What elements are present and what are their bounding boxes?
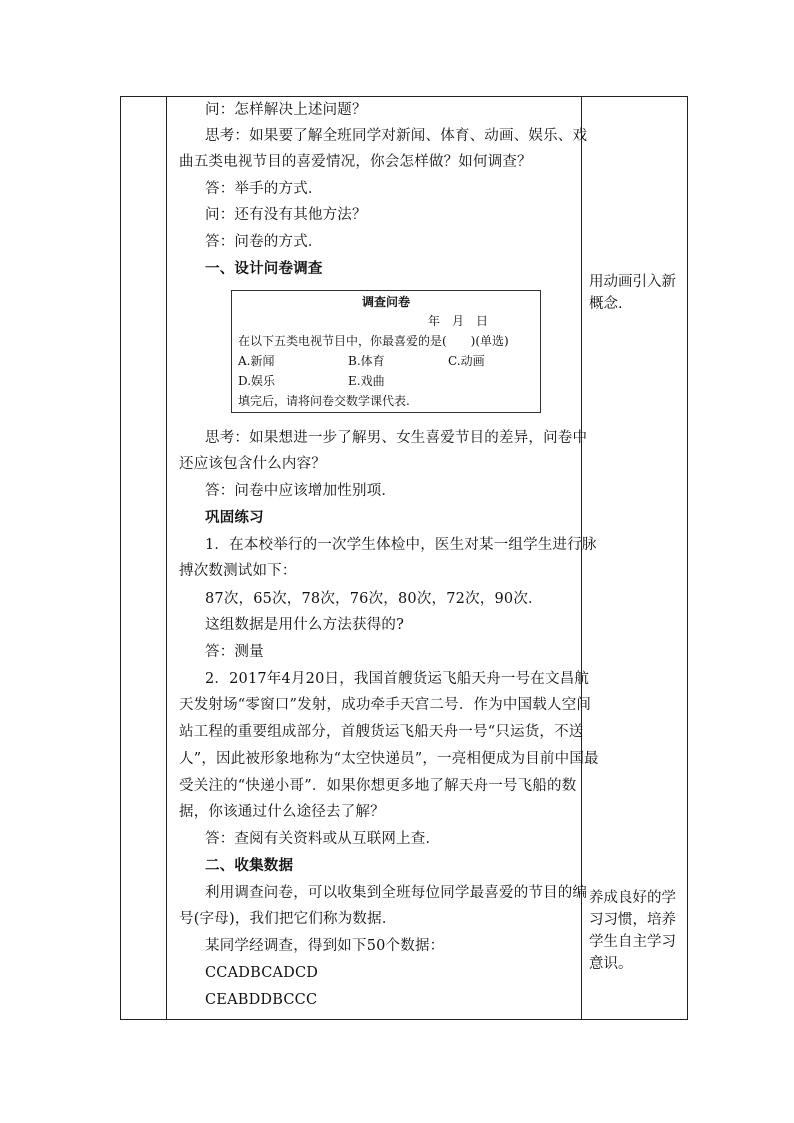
text-line: 问：还有没有其他方法？ [205,207,367,223]
note-line: 学生自主学习 [589,934,676,950]
note-line: 养成良好的学 [589,890,676,906]
note-line: 意识。 [589,956,633,972]
column-divider-left [166,97,167,1019]
text-line: 答：问卷中应该增加性别项． [205,483,397,499]
text-line: 答：问卷的方式． [205,234,323,250]
note-line: 概念. [589,296,623,312]
note-line: 习习惯，培养 [589,912,676,928]
survey-note: 填完后，请将问卷交数学课代表. [238,394,410,408]
section-heading: 巩固练习 [205,509,264,526]
note-line: 用动画引入新 [589,274,676,290]
text-line: 还应该包含什么内容？ [179,456,326,472]
survey-box [231,290,541,413]
text-line: 据，你该通过什么途径去了解？ [179,804,385,820]
text-line: 曲五类电视节目的喜爱情况，你会怎样做？如何调查？ [179,154,532,170]
column-divider-right [581,97,582,1019]
text-line: 天发射场“零窗口”发射，成功牵手天宫二号．作为中国载人空间 [179,697,592,713]
text-line: 答：查阅有关资料或从互联网上查． [205,831,441,847]
text-line: 利用调查问卷，可以收集到全班每位同学最喜爱的节目的编 [205,885,588,901]
data-line: CEABDDBCCC [205,992,318,1008]
survey-title: 调查问卷 [362,295,411,309]
survey-question: 在以下五类电视节目中，你最喜爱的是( )(单选) [238,334,509,348]
text-line: 答：举手的方式． [205,181,323,197]
survey-option: A.新闻 [238,354,275,368]
text-line: 号(字母)，我们把它们称为数据． [179,911,397,927]
survey-date: 年 月 日 [428,314,489,328]
text-line: 受关注的“快递小哥”．如果你想更多地了解天舟一号飞船的数 [179,778,577,794]
design-note-2 [589,887,685,975]
design-note-1 [589,271,685,315]
survey-option: E.戏曲 [348,374,385,388]
text-line: 某同学经调查，得到如下50个数据： [205,938,445,954]
text-line: 思考：如果想进一步了解男、女生喜爱节目的差异，问卷中 [205,430,588,446]
text-line: 问：怎样解决上述问题？ [205,102,367,118]
text-line: 1．在本校举行的一次学生体检中，医生对某一组学生进行脉 [205,537,597,553]
text-line: 答：测量 [205,644,264,660]
data-line: CCADBCADCD [205,965,319,981]
text-line: 2．2017年4月20日，我国首艘货运飞船天舟一号在文昌航 [205,671,590,687]
text-line: 思考：如果要了解全班同学对新闻、体育、动画、娱乐、戏 [205,128,588,144]
section-heading: 二、收集数据 [205,857,294,874]
survey-option: C.动画 [448,354,485,368]
section-heading: 一、设计问卷调查 [205,260,323,277]
text-line: 人”，因此被形象地称为“太空快递员”，一亮相便成为目前中国最 [179,751,599,767]
survey-option: B.体育 [348,354,385,368]
survey-option: D.娱乐 [238,374,276,388]
text-line: 87次，65次，78次，76次，80次，72次，90次． [205,591,543,607]
text-line: 搏次数测试如下： [179,563,297,579]
text-line: 这组数据是用什么方法获得的? [205,617,405,633]
lesson-table [120,96,688,1020]
text-line: 站工程的重要组成部分，首艘货运飞船天舟一号“只运货，不送 [179,724,584,740]
